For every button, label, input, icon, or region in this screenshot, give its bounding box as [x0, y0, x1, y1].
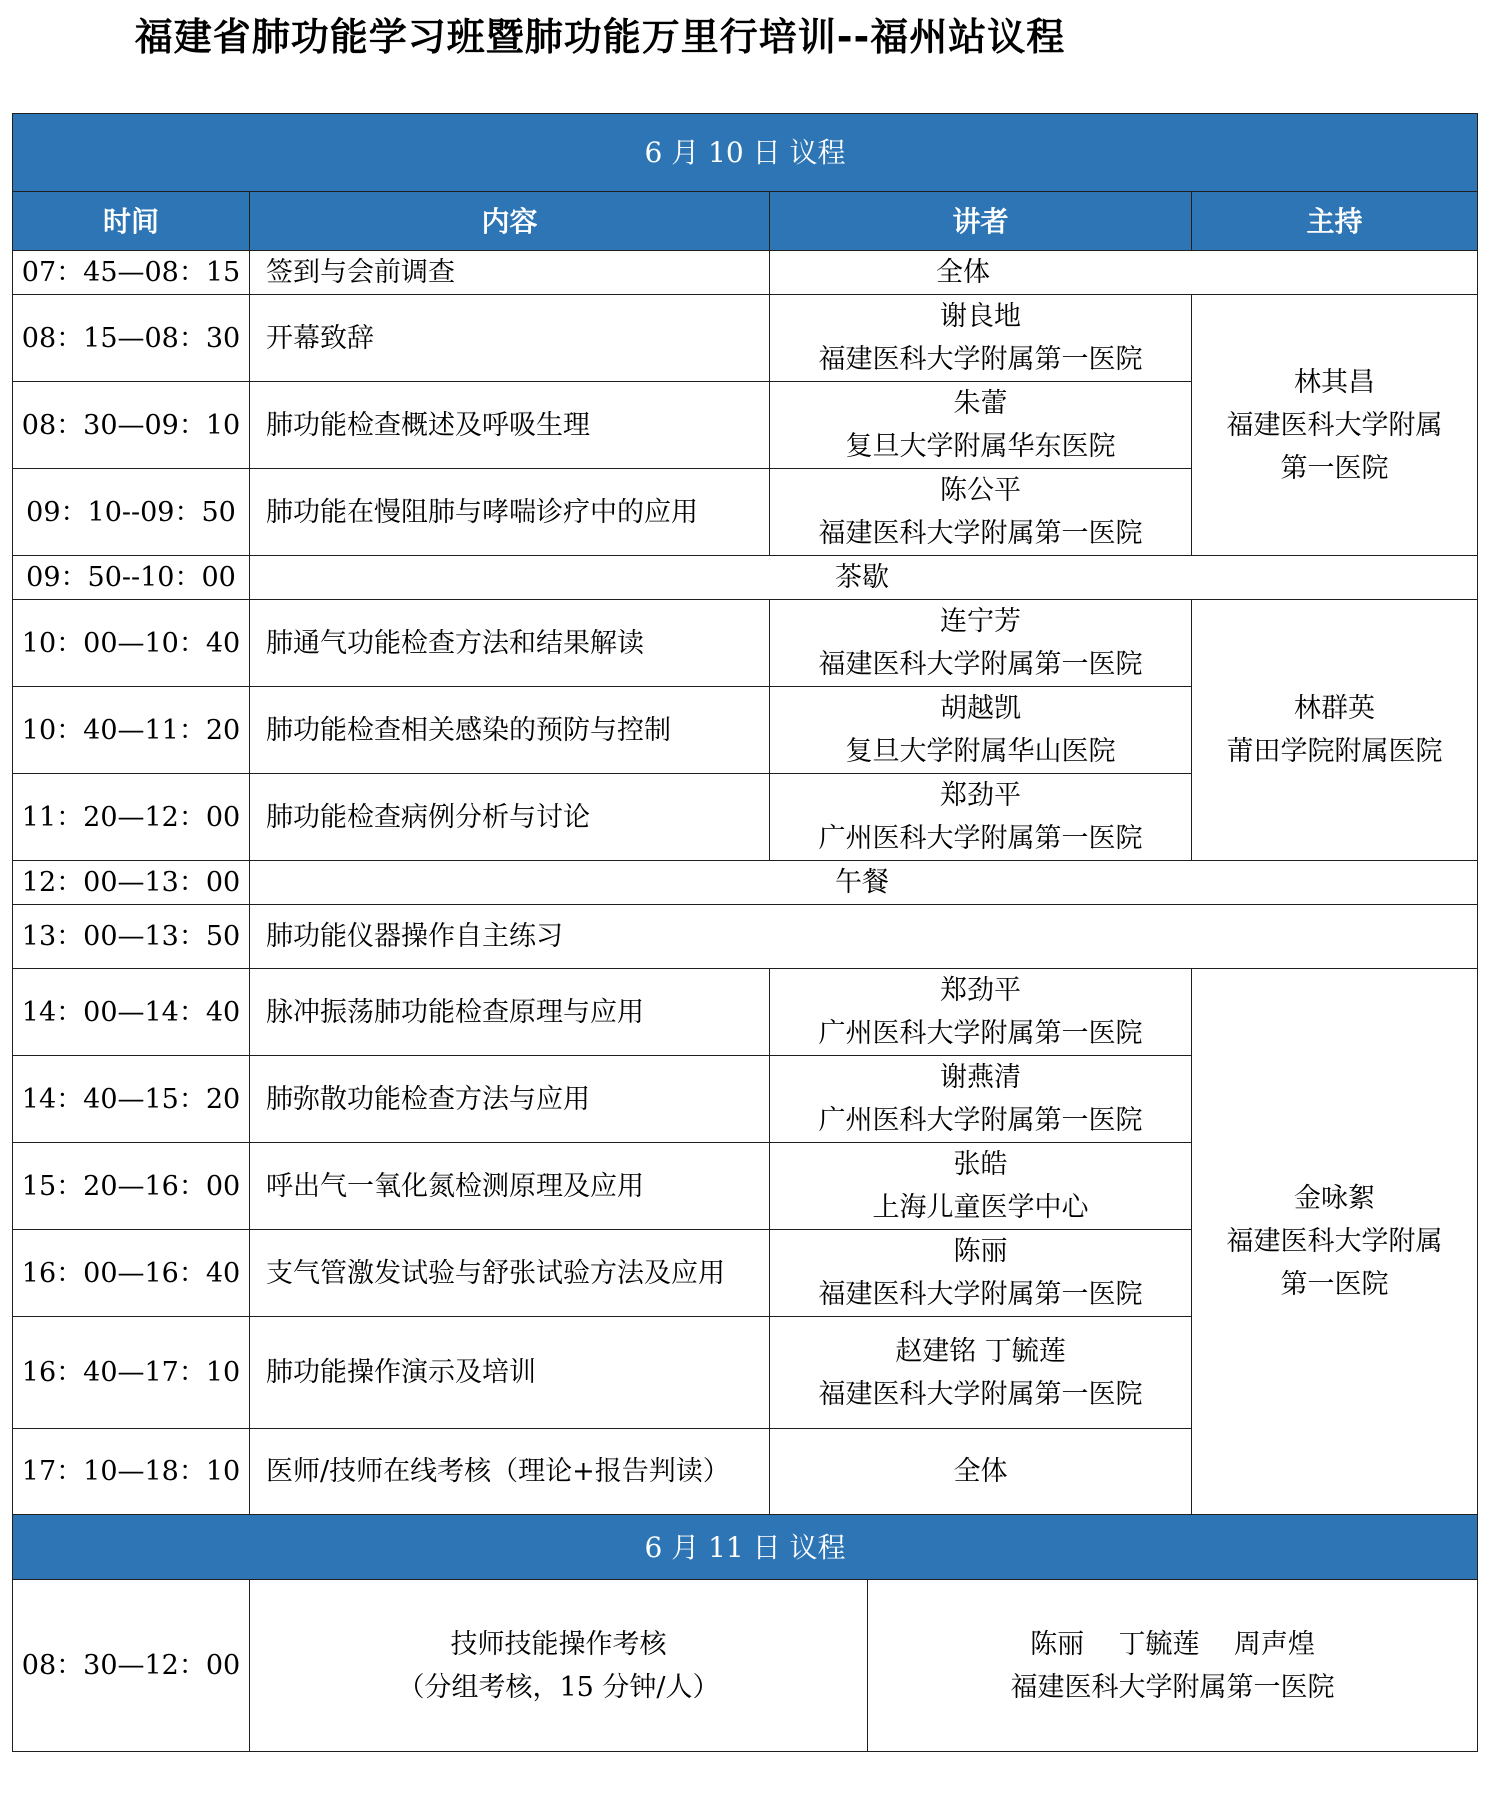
speaker-cell [770, 1230, 1192, 1317]
speaker-org: 上海儿童医学中心 [872, 1192, 1089, 1223]
table-row [13, 251, 1478, 295]
time-cell: 14：40—15：20 [13, 1056, 250, 1143]
content-cell [250, 1580, 868, 1752]
content-cell: 肺功能操作演示及培训 [250, 1317, 770, 1429]
break-cell: 午餐 [250, 861, 1478, 905]
speaker-org: 广州医科大学附属第一医院 [818, 823, 1143, 854]
speaker-name: 胡越凯 [940, 693, 1021, 724]
time-cell: 12：00—13：00 [13, 861, 250, 905]
speaker-cell: 全体 [770, 1429, 1192, 1515]
speaker-name: 谢良地 [940, 301, 1021, 332]
host-name: 金咏絮 [1294, 1183, 1375, 1214]
day1-header-row [13, 114, 1478, 192]
speaker-cell [770, 774, 1192, 861]
speaker-name: 陈丽 [953, 1236, 1008, 1267]
page-title: 福建省肺功能学习班暨肺功能万里行培训--福州站议程 [134, 15, 1066, 59]
column-header-content: 内容 [250, 192, 770, 251]
time-cell: 14：00—14：40 [13, 969, 250, 1056]
speaker-name: 郑劲平 [940, 780, 1021, 811]
content-cell: 肺功能检查病例分析与讨论 [250, 774, 770, 861]
table-row [13, 905, 1478, 969]
host-cell [1192, 295, 1478, 556]
speaker-cell [770, 1317, 1192, 1429]
content-cell: 肺通气功能检查方法和结果解读 [250, 600, 770, 687]
host-name: 林其昌 [1294, 366, 1375, 398]
speaker-org: 复旦大学附属华山医院 [845, 736, 1116, 767]
host-org: 第一医院 [1280, 452, 1389, 484]
speaker-name: 连宁芳 [940, 606, 1021, 637]
speaker-cell [770, 600, 1192, 687]
content-line: 技师技能操作考核 [450, 1628, 667, 1660]
speaker-org: 福建医科大学附属第一医院 [1010, 1671, 1335, 1703]
time-cell: 15：20—16：00 [13, 1143, 250, 1230]
time-cell: 17：10—18：10 [13, 1429, 250, 1515]
table-row [13, 1580, 1478, 1752]
time-cell: 10：40—11：20 [13, 687, 250, 774]
content-cell: 开幕致辞 [250, 295, 770, 382]
column-header-row [13, 192, 1478, 251]
content-cell: 医师/技师在线考核（理论+报告判读） [250, 1429, 770, 1515]
content-cell: 呼出气一氧化氮检测原理及应用 [250, 1143, 770, 1230]
time-cell: 08：30—09：10 [13, 382, 250, 469]
column-header-host: 主持 [1192, 192, 1478, 251]
table-row [13, 861, 1478, 905]
time-cell: 11：20—12：00 [13, 774, 250, 861]
content-cell: 肺功能检查概述及呼吸生理 [250, 382, 770, 469]
speaker-org: 广州医科大学附属第一医院 [818, 1018, 1143, 1049]
time-cell: 16：00—16：40 [13, 1230, 250, 1317]
table-row [13, 969, 1478, 1056]
speaker-cell [770, 1056, 1192, 1143]
host-org: 福建医科大学附属 [1226, 1226, 1443, 1257]
speaker-cell: 全体 [770, 251, 1478, 295]
speaker-org: 复旦大学附属华东医院 [845, 431, 1116, 462]
host-cell [1192, 969, 1478, 1515]
speaker-cell [770, 1143, 1192, 1230]
time-cell: 07：45—08：15 [13, 251, 250, 295]
host-org: 莆田学院附属医院 [1226, 736, 1443, 767]
column-header-speaker: 讲者 [770, 192, 1192, 251]
content-cell: 肺功能在慢阻肺与哮喘诊疗中的应用 [250, 469, 770, 556]
speaker-name: 朱蕾 [953, 388, 1008, 419]
content-cell: 肺功能仪器操作自主练习 [250, 905, 1478, 969]
speaker-org: 福建医科大学附属第一医院 [818, 649, 1143, 680]
speaker-name: 赵建铭 丁毓莲 [895, 1335, 1066, 1367]
day2-header: 6 月 11 日 议程 [13, 1515, 1478, 1580]
speaker-cell [770, 687, 1192, 774]
content-cell: 签到与会前调查 [250, 251, 770, 295]
speaker-cell [770, 469, 1192, 556]
content-cell: 脉冲振荡肺功能检查原理与应用 [250, 969, 770, 1056]
content-line: （分组考核，15 分钟/人） [397, 1671, 720, 1703]
host-org: 福建医科大学附属 [1226, 409, 1443, 441]
speaker-org: 福建医科大学附属第一医院 [818, 344, 1143, 375]
speaker-name: 郑劲平 [940, 975, 1021, 1006]
content-cell: 肺弥散功能检查方法与应用 [250, 1056, 770, 1143]
time-cell: 08：30—12：00 [13, 1580, 250, 1752]
speaker-name: 陈丽 丁毓莲 周声煌 [1030, 1628, 1315, 1660]
speaker-cell [770, 382, 1192, 469]
content-cell: 支气管激发试验与舒张试验方法及应用 [250, 1230, 770, 1317]
speaker-org: 福建医科大学附属第一医院 [818, 1378, 1143, 1410]
column-header-time: 时间 [13, 192, 250, 251]
speaker-name: 张皓 [953, 1149, 1008, 1180]
table-row [13, 556, 1478, 600]
speaker-name: 谢燕清 [940, 1062, 1021, 1093]
speaker-cell [770, 295, 1192, 382]
time-cell: 08：15—08：30 [13, 295, 250, 382]
speaker-org: 福建医科大学附属第一医院 [818, 1279, 1143, 1310]
break-cell: 茶歇 [250, 556, 1478, 600]
table-row [13, 600, 1478, 687]
host-cell [1192, 600, 1478, 861]
day1-header: 6 月 10 日 议程 [13, 114, 1478, 192]
content-cell: 肺功能检查相关感染的预防与控制 [250, 687, 770, 774]
speaker-cell [770, 969, 1192, 1056]
speaker-org: 福建医科大学附属第一医院 [818, 518, 1143, 549]
speaker-cell [868, 1580, 1478, 1752]
time-cell: 16：40—17：10 [13, 1317, 250, 1429]
speaker-org: 广州医科大学附属第一医院 [818, 1105, 1143, 1136]
day2-header-row [13, 1515, 1478, 1580]
table-row [13, 295, 1478, 382]
time-cell: 09：50--10：00 [13, 556, 250, 600]
agenda-table [12, 113, 1478, 1752]
time-cell: 13：00—13：50 [13, 905, 250, 969]
host-org: 第一医院 [1280, 1269, 1389, 1300]
host-name: 林群英 [1294, 693, 1375, 724]
speaker-name: 陈公平 [940, 475, 1021, 506]
time-cell: 10：00—10：40 [13, 600, 250, 687]
time-cell: 09：10--09：50 [13, 469, 250, 556]
